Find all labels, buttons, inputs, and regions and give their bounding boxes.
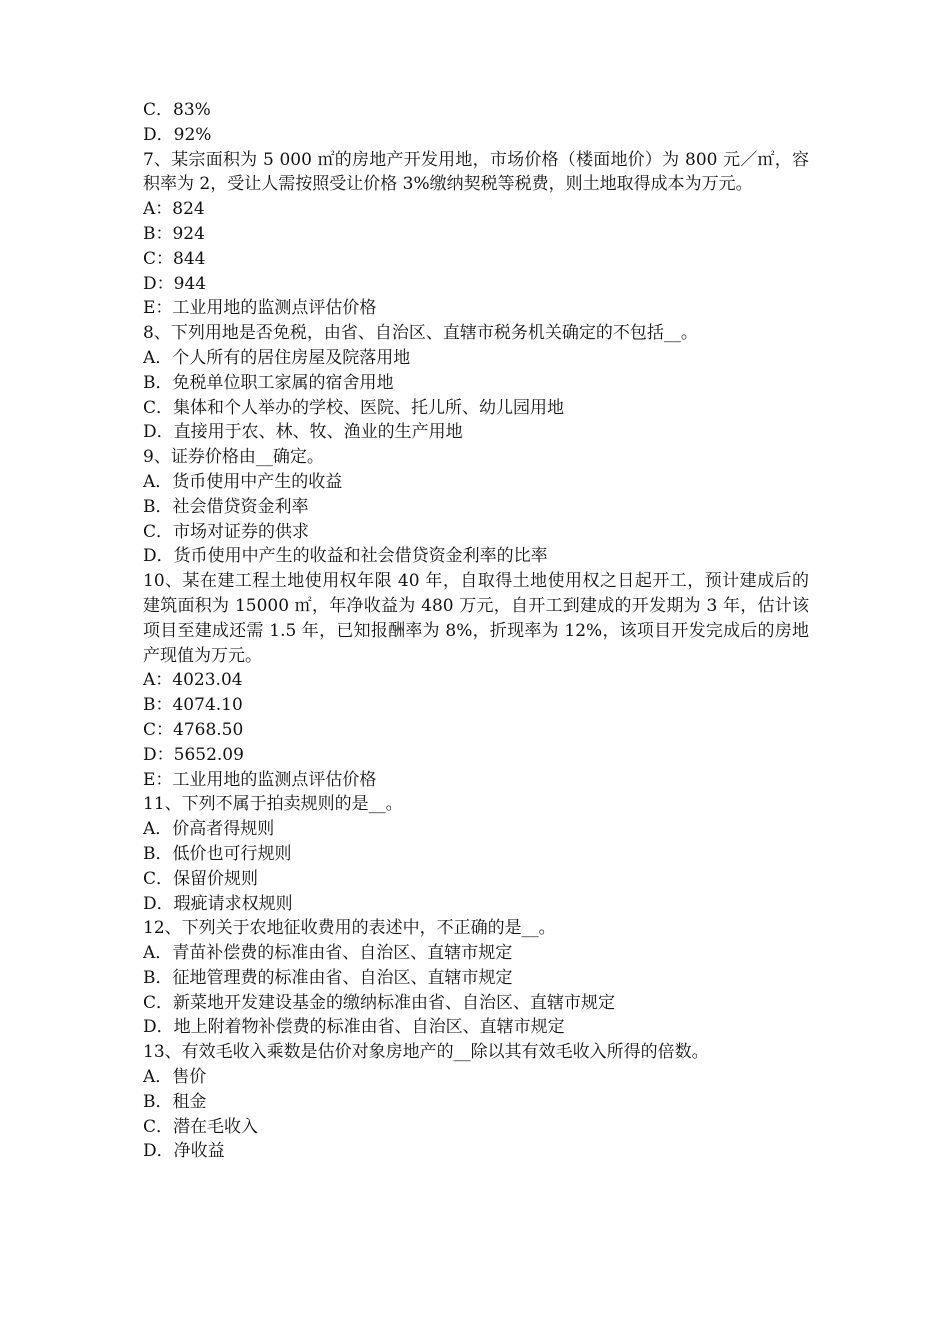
option-line: C．新菜地开发建设基金的缴纳标准由省、自治区、直辖市规定 <box>143 992 616 1013</box>
option-line: C．83% <box>143 100 211 120</box>
option-line: D：944 <box>143 273 207 294</box>
question-11: 11、下列不属于拍卖规则的是__。 <box>143 794 403 815</box>
document-page <box>143 98 809 1164</box>
option-line: A：4023.04 <box>143 670 243 691</box>
option-line: B．征地管理费的标准由省、自治区、直辖市规定 <box>143 967 513 988</box>
option-line: C．潜在毛收入 <box>143 1116 259 1137</box>
option-line: B．社会借贷资金利率 <box>143 496 309 517</box>
option-line: D：5652.09 <box>143 744 244 765</box>
option-line: D．货币使用中产生的收益和社会借贷资金利率的比率 <box>143 546 548 567</box>
option-line: B．免税单位职工家属的宿舍用地 <box>143 372 394 393</box>
option-line: C：4768.50 <box>143 719 244 740</box>
question-7: 7、某宗面积为 5 000 ㎡的房地产开发用地，市场价格（楼面地价）为 800 元／㎡，容积率为 2，受让人需按照受让价格 3%缴纳契税等税费，则土地取得成本为万元。 <box>143 149 809 195</box>
option-line: D．直接用于农、林、牧、渔业的生产用地 <box>143 422 463 443</box>
question-10: 10、某在建工程土地使用权年限 40 年，自取得土地使用权之日起开工，预计建成后的建筑面积为 15000 ㎡，年净收益为 480 万元，自开工到建成的开发期为 3 年，估计该项目至建成还需 1.5 年，已知报酬率为 8%，折现率为 12%，该项目开发完成后的房地产现值为万元。 <box>143 571 809 666</box>
option-line: E：工业用地的监测点评估价格 <box>143 298 377 319</box>
question-8: 8、下列用地是否免税，由省、自治区、直辖市税务机关确定的不包括__。 <box>143 323 698 344</box>
option-line: A．货币使用中产生的收益 <box>143 471 343 492</box>
option-line: A：824 <box>143 199 205 220</box>
option-line: B．低价也可行规则 <box>143 843 292 864</box>
option-line: C．集体和个人举办的学校、医院、托儿所、幼儿园用地 <box>143 397 565 418</box>
option-line: E：工业用地的监测点评估价格 <box>143 769 377 790</box>
option-line: D．地上附着物补偿费的标准由省、自治区、直辖市规定 <box>143 1017 565 1038</box>
option-line: A．青苗补偿费的标准由省、自治区、直辖市规定 <box>143 943 513 964</box>
option-line: D．净收益 <box>143 1141 225 1162</box>
option-line: C．保留价规则 <box>143 868 259 889</box>
option-line: B：4074.10 <box>143 695 243 716</box>
option-line: D．92% <box>143 124 212 145</box>
option-line: C．市场对证券的供求 <box>143 521 310 542</box>
option-line: C：844 <box>143 248 206 269</box>
question-13: 13、有效毛收入乘数是估价对象房地产的__除以其有效毛收入所得的倍数。 <box>143 1042 709 1063</box>
question-9: 9、证券价格由__确定。 <box>143 447 324 468</box>
option-line: B．租金 <box>143 1091 207 1112</box>
question-12: 12、下列关于农地征收费用的表述中，不正确的是__。 <box>143 918 556 939</box>
option-line: A．个人所有的居住房屋及院落用地 <box>143 347 411 368</box>
option-line: A．价高者得规则 <box>143 819 275 840</box>
option-line: D．瑕疵请求权规则 <box>143 893 293 914</box>
option-line: B：924 <box>143 223 205 244</box>
option-line: A．售价 <box>143 1067 207 1088</box>
